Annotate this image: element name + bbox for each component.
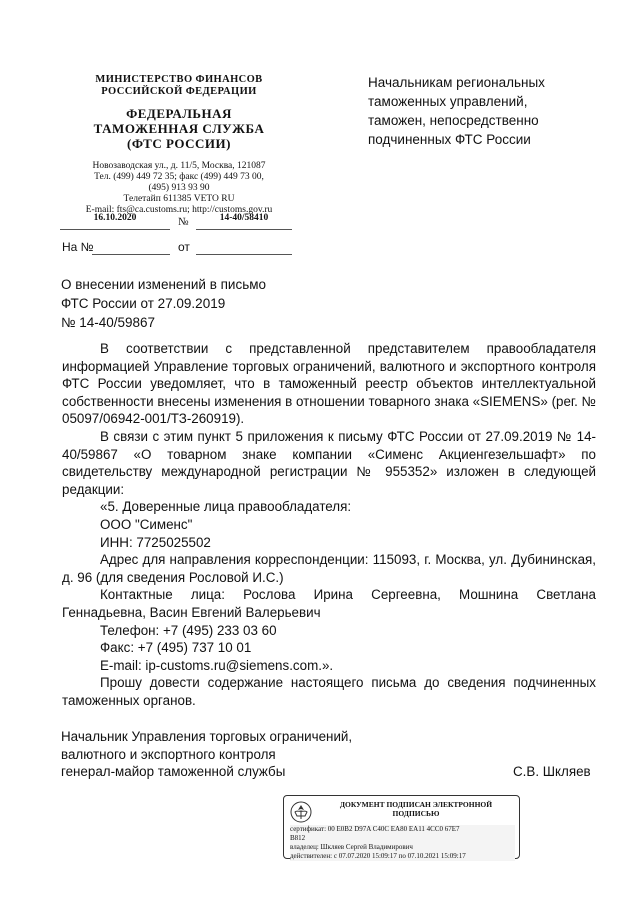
letter-body [62,340,596,709]
esign-title-line1: ДОКУМЕНТ ПОДПИСАН ЭЛЕКТРОННОЙ [339,800,493,809]
addressee-line3: таможен, непосредственно [368,113,539,128]
phone-number: Телефон: +7 (495) 233 03 60 [100,622,277,638]
esign-title [318,800,514,818]
correspondence-address: Адрес для направления корреспонденции: 115093, г. Москва, ул. Дубининская, д. 96 (для сведения Рословой И.С.) [62,552,596,585]
subject-line1: О внесении изменений в письмо [61,277,267,292]
fax-number: Факс: +7 (495) 737 10 01 [100,640,252,656]
reference-date-line [196,254,292,255]
ministry-name-line1: МИНИСТЕРСТВО ФИНАНСОВ [95,74,263,85]
number-underline [196,229,292,230]
body-paragraph-2: В связи с этим пункт 5 приложения к письму ФТС России от 27.09.2019 № 14-40/59867 «О товарном знаке компании «Сименс Акциенгезельшафт» по свидетельству международной регистрации № 955352» изложен в следующей редакции: [62,428,596,497]
service-name-line1: ФЕДЕРАЛЬНАЯ [126,106,232,121]
address-line5: E-mail: fts@ca.customs.ru; http://customs.gov.ru [85,205,273,215]
emblem-icon [289,800,313,824]
addressee-block [368,73,608,149]
subject-line2: ФТС России от 27.09.2019 [61,296,226,311]
address-line4: Телетайп 611385 VETO RU [123,194,235,204]
address-line1: Новозаводская ул., д. 11/5, Москва, 121087 [92,161,266,171]
service-name-line3: (ФТС РОССИИ) [127,136,231,151]
addressee-line4: подчиненных ФТС России [368,132,531,147]
reference-from-label: от [178,240,190,254]
reference-number-line [92,254,170,255]
signer-position-line1: Начальник Управления торговых ограничений, [61,729,353,744]
esign-title-line2: ПОДПИСЬЮ [392,809,440,818]
esign-validity: действителен: с 07.07.2020 15:09:17 по 07.10.2021 15:09:17 [290,852,515,861]
date-underline [60,229,170,230]
company-name: ООО "Сименс" [100,516,193,532]
registration-date: 16.10.2020 [93,213,137,223]
addressee-line1: Начальникам региональных [368,75,545,90]
ministry-name-line2: РОССИЙСКОЙ ФЕДЕРАЦИИ [101,86,257,97]
address-line2: Тел. (499) 449 72 35; факс (499) 449 73 00, [94,172,264,182]
address-line3: (495) 913 93 90 [148,183,210,193]
body-paragraph-1: В соответствии с представленной представителем правообладателя информацией Управление торговых ограничений, валютного и экспортного контроля ФТС России уведомляет, что в таможенный реестр объектов интеллектуальной собственности внесены изменения в отношении товарного знака «SIEMENS» (рег. № 05097/06942-001/ТЗ-260919). [62,341,596,427]
subject-block [61,275,266,332]
email-address: E-mail: ip-customs.ru@siemens.com.». [100,657,334,673]
letterhead [50,74,308,216]
contact-persons: Контактные лица: Рослова Ирина Сергеевна, Мошнина Светлана Геннадьевна, Васин Евгений Валерьевич [62,587,596,620]
service-name-line2: ТАМОЖЕННАЯ СЛУЖБА [93,121,265,136]
registration-number-sign: № [178,216,189,228]
esign-certificate-line2: B812 [290,834,515,843]
electronic-signature-stamp [283,795,520,859]
signer-position-line2: валютного и экспортного контроля [61,746,276,762]
item-title: «5. Доверенные лица правообладателя: [100,499,352,515]
esign-details [290,825,515,861]
request-paragraph: Прошу довести содержание настоящего письма до сведения подчиненных таможенных органов. [62,675,596,708]
signer-name: С.В. Шкляев [513,764,591,779]
addressee-line2: таможенных управлений, [368,94,528,109]
inn-value: ИНН: 7725025502 [100,534,211,550]
signature-block [61,728,352,781]
signer-position-line3: генерал-майор таможенной службы [61,764,286,779]
esign-certificate-line1: сертификат: 00 E0B2 D97A C40C EA80 EA11 4CC0 67E7 [290,825,515,834]
esign-owner: владелец: Шкляев Сергей Владимирович [290,843,515,852]
subject-line3: № 14-40/59867 [61,315,156,330]
registration-number: 14-40/58410 [219,213,269,223]
reference-number-label: На № [62,240,94,254]
